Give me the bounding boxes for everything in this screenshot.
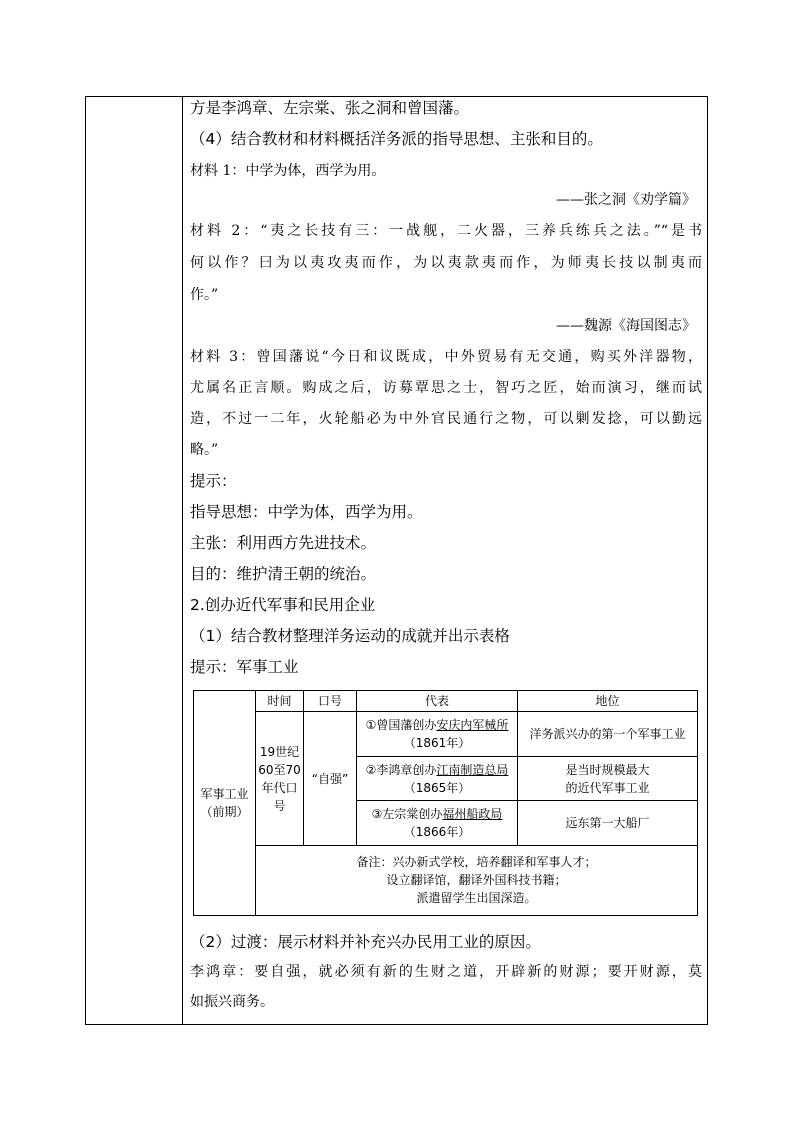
founding-year: （1861年） <box>403 736 471 750</box>
transition-question: （2）过渡：展示材料并补充兴办民用工业的原因。 <box>190 933 541 951</box>
material-3-line-2: 尤属名正言顺。购成之后，访募覃思之士，智巧之匠，始而演习，继而试 <box>190 380 702 396</box>
time-line-2: 60至70 <box>258 762 301 777</box>
time-cell <box>256 712 304 846</box>
enterprise-name: 安庆内军械所 <box>436 718 509 732</box>
material-1: 材料 1：中学为体，西学为用。 <box>190 163 386 179</box>
enterprise-name: 江南制造总局 <box>436 762 509 777</box>
notes-cell <box>256 845 698 915</box>
quote-line-2: 如振兴商务。 <box>190 994 274 1010</box>
quote-line-1: 李鸿章：要自强，就必须有新的生财之道，开辟新的财源；要开财源，莫 <box>190 964 702 980</box>
note-line-3: 派遣留学生出国深造。 <box>416 891 537 906</box>
material-3-line-1: 材料 3：曾国藩说“今日和议既成，中外贸易有无交通，购买外洋器物， <box>190 349 702 365</box>
time-line-3: 年代口 <box>261 780 298 795</box>
status-line-1: 洋务派兴办的第一个军事工业 <box>529 727 686 741</box>
material-3-line-4: 略。” <box>190 442 219 458</box>
column-divider <box>182 96 183 1025</box>
status-line-1: 是当时规模最大 <box>565 762 650 777</box>
material-2-source: ——魏源《海国图志》 <box>556 318 696 334</box>
time-line-1: 19世纪 <box>259 744 300 759</box>
material-2-line-2: 何以作？曰为以夷攻夷而作，为以夷款夷而作，为师夷长技以制夷而 <box>190 255 702 271</box>
header-status: 地位 <box>518 691 698 712</box>
hint-purpose: 目的：维护清王朝的统治。 <box>190 565 377 583</box>
representative-cell <box>357 756 518 801</box>
achievements-table <box>193 690 698 916</box>
enterprise-name: 福州船政局 <box>442 807 503 822</box>
status-line-1: 远东第一大船厂 <box>565 816 650 831</box>
category-line-2: （前期） <box>200 805 249 819</box>
status-cell <box>518 801 698 846</box>
question-1: （1）结合教材整理洋务运动的成就并出示表格 <box>190 627 510 645</box>
header-slogan: 口号 <box>304 691 357 712</box>
category-cell <box>194 691 256 916</box>
status-cell <box>518 756 698 801</box>
section-2-heading: 2.创办近代军事和民用企业 <box>190 596 376 614</box>
hint-guiding-thought: 指导思想：中学为体，西学为用。 <box>190 503 423 521</box>
note-line-2: 设立翻译馆，翻译外国科技书籍； <box>386 873 567 888</box>
founder-text: ①曾国藩创办 <box>365 718 437 732</box>
status-cell <box>518 712 698 757</box>
hint-military: 提示：军事工业 <box>190 658 299 676</box>
hint-label: 提示： <box>190 472 237 490</box>
category-line-1: 军事工业 <box>200 787 249 801</box>
material-1-source: ——张之洞《劝学篇》 <box>556 192 696 208</box>
status-line-2: 的近代军事工业 <box>565 780 650 795</box>
header-time: 时间 <box>256 691 304 712</box>
material-3-line-3: 造，不过一二年，火轮船必为中外官民通行之物，可以剿发捻，可以勤远 <box>190 411 702 427</box>
founding-year: （1865年） <box>403 780 471 795</box>
time-line-4: 号 <box>273 798 286 813</box>
note-line-1: 备注：兴办新式学校，培养翻译和军事人才； <box>356 855 597 870</box>
header-representative: 代表 <box>357 691 518 712</box>
founding-year: （1866年） <box>403 825 471 840</box>
material-2-line-1: 材料 2：“夷之长技有三：一战舰，二火器，三养兵练兵之法。”“是书 <box>190 223 702 239</box>
material-2-line-3: 作。” <box>190 287 219 303</box>
question-4: （4）结合教材和材料概括洋务派的指导思想、主张和目的。 <box>190 130 603 148</box>
representative-cell <box>357 801 518 846</box>
founder-text: ③左宗棠创办 <box>371 807 443 822</box>
hint-proposal: 主张：利用西方先进技术。 <box>190 534 377 552</box>
representative-cell <box>357 712 518 757</box>
slogan-cell: “自强” <box>304 712 357 846</box>
intro-line: 方是李鸿章、左宗棠、张之洞和曾国藩。 <box>190 99 470 117</box>
founder-text: ②李鸿章创办 <box>365 762 437 777</box>
